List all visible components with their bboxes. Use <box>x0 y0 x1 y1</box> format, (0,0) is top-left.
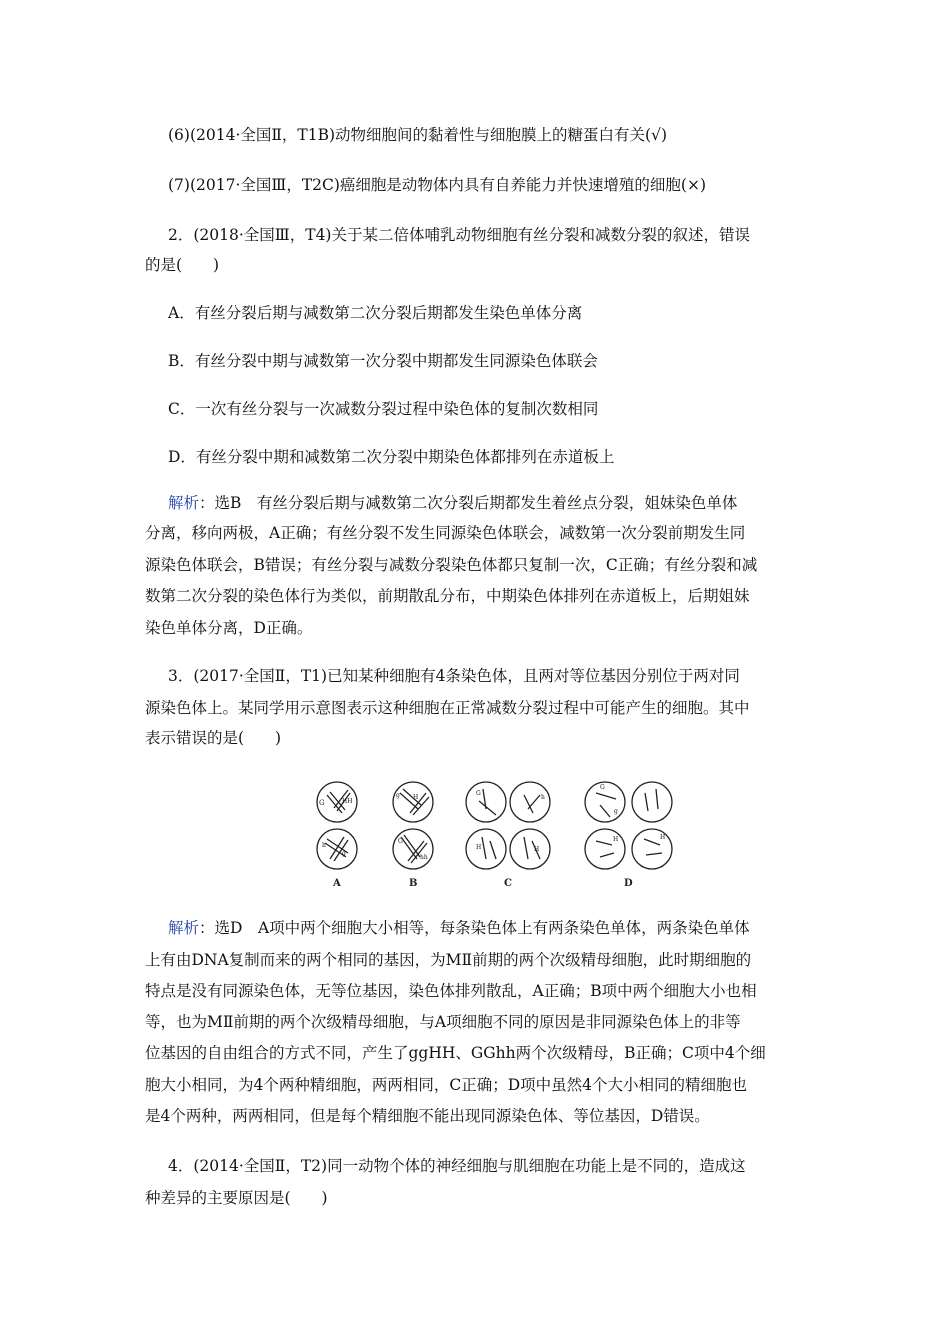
option-a-cells <box>317 782 357 869</box>
question-3-analysis-line-6: 胞大小相同，为4个两种精细胞，两两相同，C正确；D项中虽然4个大小相同的精细胞也 <box>145 1076 748 1094</box>
svg-text:G: G <box>476 790 481 797</box>
question-3-analysis-line-4: 等，也为MⅡ前期的两个次级精母细胞，与A项细胞不同的原因是非同源染色体上的非等 <box>145 1013 741 1031</box>
question-3-analysis-line-7: 是4个两种，两两相同，但是每个精细胞不能出现同源染色体、等位基因，D错误。 <box>145 1107 710 1125</box>
question-4-stem-2: 种差异的主要原因是( ) <box>145 1189 328 1207</box>
question-2-stem-cont: 的是( ) <box>145 256 220 274</box>
svg-text:H: H <box>534 846 540 853</box>
question-2-analysis-line-5: 染色单体分离，D正确。 <box>145 619 313 637</box>
question-4-stem-1: 4．(2014·全国Ⅱ，T2)同一动物个体的神经细胞与肌细胞在功能上是不同的，造成这 <box>168 1157 746 1175</box>
question-2-option-c: C．一次有丝分裂与一次减数分裂过程中染色体的复制次数相同 <box>168 400 599 418</box>
meiosis-cell-figure <box>300 775 680 890</box>
svg-text:h: h <box>541 794 545 801</box>
option-d-cells <box>585 782 672 869</box>
svg-text:HH: HH <box>342 798 353 805</box>
question-3-stem-1: 3．(2017·全国Ⅱ，T1)已知某种细胞有4条染色体，且两对等位基因分别位于两对同 <box>168 667 740 685</box>
question-2-analysis-line-1: 解析：选B 有丝分裂后期与减数第二次分裂后期都发生着丝点分裂，姐妹染色单体 <box>168 494 738 512</box>
question-2-stem: 2．(2018·全国Ⅲ，T4)关于某二倍体哺乳动物细胞有丝分裂和减数分裂的叙述，错误 <box>168 226 750 244</box>
question-2-option-d: D．有丝分裂中期和减数第二次分裂中期染色体都排列在赤道板上 <box>168 448 615 466</box>
figure-label-d: D <box>624 878 633 889</box>
item-7: (7)(2017·全国Ⅲ，T2C)癌细胞是动物体内具有自养能力并快速增殖的细胞(×) <box>168 176 707 194</box>
question-2-analysis-line-3: 源染色体联会，B错误；有丝分裂与减数分裂染色体都只复制一次，C正确；有丝分裂和减 <box>145 556 758 574</box>
svg-text:g: g <box>396 792 400 799</box>
question-3-analysis-line-3: 特点是没有同源染色体，无等位基因，染色体排列散乱，A正确；B项中两个细胞大小也相 <box>145 982 757 1000</box>
figure-label-a: A <box>333 878 341 889</box>
question-3-analysis-line-1: 解析：选D A项中两个细胞大小相等，每条染色体上有两条染色单体，两条染色单体 <box>168 919 750 937</box>
svg-text:G: G <box>600 784 605 791</box>
option-b-cells <box>393 782 433 869</box>
question-2-analysis-line-2: 分离，移向两极，A正确；有丝分裂不发生同源染色体联会，减数第一次分裂前期发生同 <box>145 524 746 542</box>
svg-text:G: G <box>319 799 325 807</box>
item-6: (6)(2014·全国Ⅱ，T1B)动物细胞间的黏着性与细胞膜上的糖蛋白有关(√) <box>168 126 668 144</box>
svg-text:h: h <box>322 842 326 849</box>
svg-text:g: g <box>342 850 346 857</box>
question-3-analysis-line-2: 上有由DNA复制而来的两个相同的基因，为MⅡ前期的两个次级精母细胞，此时期细胞的 <box>145 951 752 969</box>
analysis-label: 解析 <box>168 919 200 937</box>
question-2-option-a: A．有丝分裂后期与减数第二次分裂后期都发生染色单体分离 <box>168 304 583 322</box>
svg-text:H: H <box>413 794 419 801</box>
cell-diagram <box>300 775 680 890</box>
figure-label-c: C <box>504 878 512 889</box>
figure-label-b: B <box>409 878 418 889</box>
question-3-analysis-line-5: 位基因的自由组合的方式不同，产生了ggHH、GGhh两个次级精母，B正确；C项中4个细 <box>145 1044 766 1062</box>
question-2-analysis-line-4: 数第二次分裂的染色体行为类似，前期散乱分布，中期染色体排列在赤道板上，后期姐妹 <box>145 587 750 605</box>
svg-text:H: H <box>660 834 666 841</box>
question-3-stem-2: 源染色体上。某同学用示意图表示这种细胞在正常减数分裂过程中可能产生的细胞。其中 <box>145 699 750 717</box>
svg-text:G: G <box>398 838 403 845</box>
option-c-cells <box>466 782 550 869</box>
svg-text:g: g <box>614 808 618 815</box>
svg-text:H: H <box>613 836 619 843</box>
svg-text:hh: hh <box>420 854 428 861</box>
analysis-label: 解析 <box>168 494 200 512</box>
question-2-option-b: B．有丝分裂中期与减数第一次分裂中期都发生同源染色体联会 <box>168 352 598 370</box>
question-3-stem-3: 表示错误的是( ) <box>145 729 282 747</box>
svg-text:H: H <box>476 844 482 851</box>
